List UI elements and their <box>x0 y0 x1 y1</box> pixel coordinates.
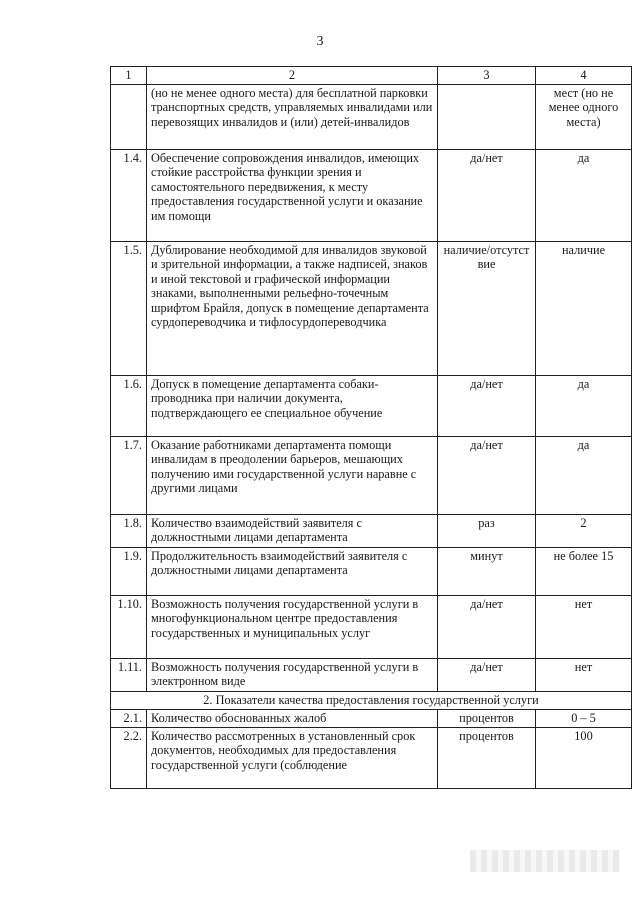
row-unit: процентов <box>438 710 536 728</box>
row-indicator: Количество рассмотренных в установленный срок документов, необходимых для предоставления государственной услуги (соблюдение <box>147 728 438 789</box>
section-heading: 2. Показатели качества предоставления государственной услуги <box>111 692 632 710</box>
scan-artifact <box>470 850 620 872</box>
row-indicator: Возможность получения государственной услуги в многофункциональном центре предоставления государственных и муниципальных услуг <box>147 596 438 659</box>
row-number: 1.6. <box>111 376 147 437</box>
table-row <box>111 150 632 242</box>
row-unit: раз <box>438 515 536 548</box>
row-value: 0 – 5 <box>536 710 632 728</box>
row-number: 1.4. <box>111 150 147 242</box>
table-row <box>111 85 632 150</box>
row-number: 1.7. <box>111 437 147 515</box>
row-value: нет <box>536 659 632 692</box>
row-unit <box>438 85 536 150</box>
row-value: нет <box>536 596 632 659</box>
row-value: да <box>536 376 632 437</box>
row-number: 2.1. <box>111 710 147 728</box>
row-unit: да/нет <box>438 437 536 515</box>
indicators-table <box>110 66 632 789</box>
header-cell: 2 <box>147 67 438 85</box>
row-indicator: Количество взаимодействий заявителя с должностными лицами департамента <box>147 515 438 548</box>
row-value: да <box>536 437 632 515</box>
table-row <box>111 548 632 596</box>
row-unit: процентов <box>438 728 536 789</box>
row-number: 1.8. <box>111 515 147 548</box>
page-number: 3 <box>316 34 324 49</box>
row-value: мест (но не менее одного места) <box>536 85 632 150</box>
row-indicator: Обеспечение сопровождения инвалидов, имеющих стойкие расстройства функции зрения и самостоятельного передвижения, к месту предоставления государственной услуги и оказание им помощи <box>147 150 438 242</box>
row-indicator: Оказание работниками департамента помощи инвалидам в преодолении барьеров, мешающих получению ими государственной услуги наравне с другими лицами <box>147 437 438 515</box>
header-cell: 3 <box>438 67 536 85</box>
table-row <box>111 376 632 437</box>
table-row <box>111 596 632 659</box>
row-unit: минут <box>438 548 536 596</box>
row-number: 2.2. <box>111 728 147 789</box>
table-row <box>111 728 632 789</box>
section-heading-row <box>111 692 632 710</box>
row-indicator: Возможность получения государственной услуги в электронном виде <box>147 659 438 692</box>
row-number: 1.9. <box>111 548 147 596</box>
row-number: 1.11. <box>111 659 147 692</box>
row-number: 1.5. <box>111 242 147 376</box>
table-row <box>111 437 632 515</box>
row-indicator: (но не менее одного места) для бесплатной парковки транспортных средств, управляемых инвалидами или перевозящих инвалидов и (или) детей-инвалидов <box>147 85 438 150</box>
header-cell: 4 <box>536 67 632 85</box>
row-value: 2 <box>536 515 632 548</box>
table-row <box>111 515 632 548</box>
row-indicator: Допуск в помещение департамента собаки-проводника при наличии документа, подтверждающего ее специальное обучение <box>147 376 438 437</box>
row-value: наличие <box>536 242 632 376</box>
row-unit: да/нет <box>438 596 536 659</box>
table-row <box>111 710 632 728</box>
row-unit: да/нет <box>438 659 536 692</box>
row-number: 1.10. <box>111 596 147 659</box>
table-header-row <box>111 67 632 85</box>
table-row <box>111 242 632 376</box>
row-unit: да/нет <box>438 376 536 437</box>
row-indicator: Дублирование необходимой для инвалидов звуковой и зрительной информации, а также надписей, знаков и иной текстовой и графической информации знаками, выполненными рельефно-точечным шрифтом Брайля, допуск в помещение департамента сурдопереводчика и тифлосурдопереводчика <box>147 242 438 376</box>
row-value: не более 15 <box>536 548 632 596</box>
row-value: да <box>536 150 632 242</box>
row-indicator: Продолжительность взаимодействий заявителя с должностными лицами департамента <box>147 548 438 596</box>
row-number <box>111 85 147 150</box>
row-value: 100 <box>536 728 632 789</box>
table-row <box>111 659 632 692</box>
row-indicator: Количество обоснованных жалоб <box>147 710 438 728</box>
row-unit: наличие/отсутствие <box>438 242 536 376</box>
header-cell: 1 <box>111 67 147 85</box>
row-unit: да/нет <box>438 150 536 242</box>
